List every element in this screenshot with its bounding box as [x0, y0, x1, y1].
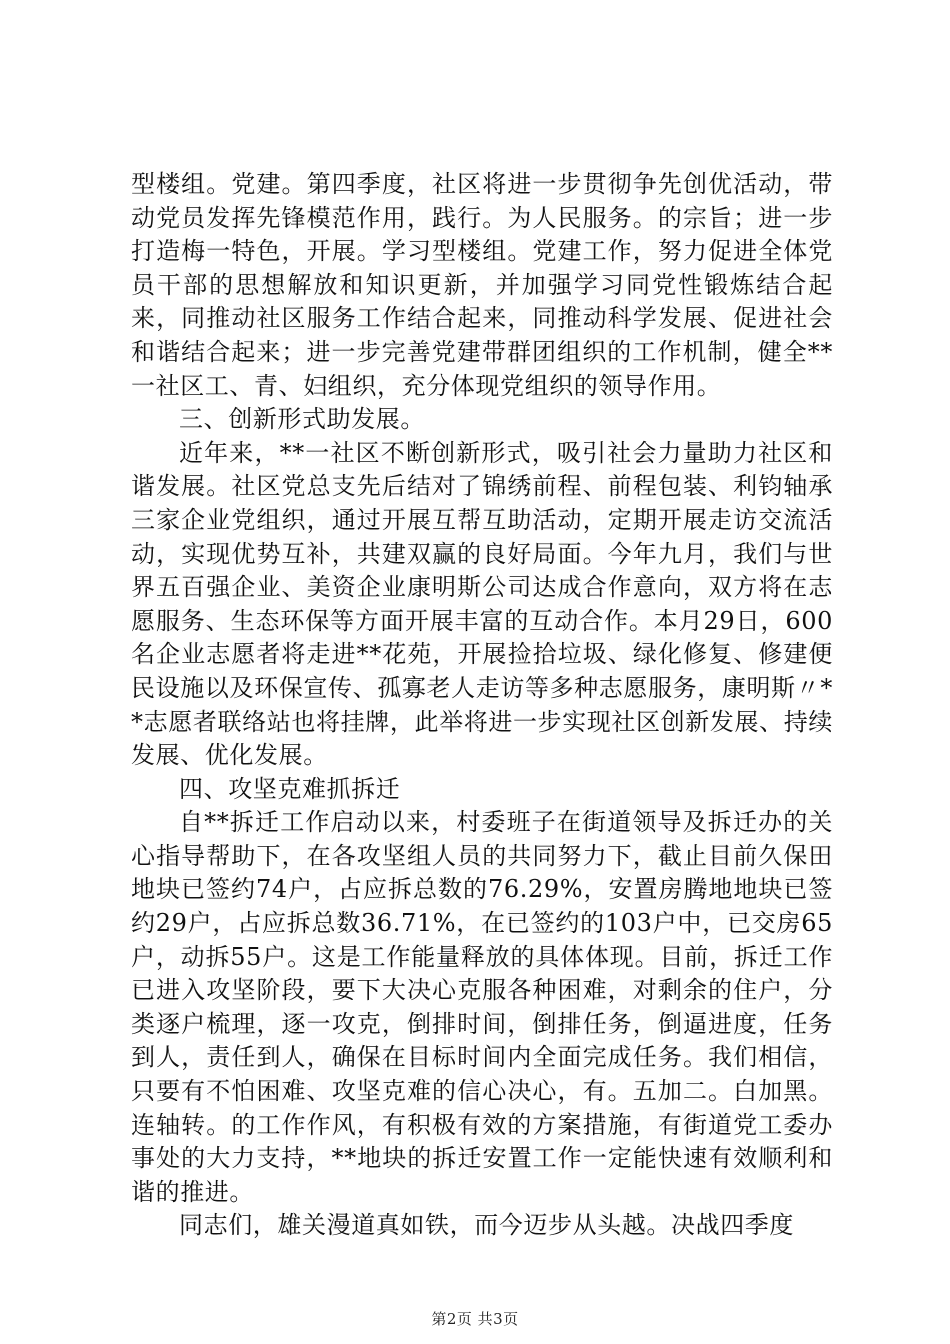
section-heading-innovation: 三、创新形式助发展。 — [179, 405, 425, 434]
paragraph-closing: 同志们，雄关漫道真如铁，而今迈步从头越。决战四季度 — [179, 1211, 794, 1240]
document-body — [131, 168, 833, 1243]
page-footer: 第2页 共3页 — [431, 1310, 519, 1328]
paragraph-party-building: 型楼组。党建。第四季度，社区将进一步贯彻争先创优活动，带动党员发挥先锋模范作用，践行。为人民服务。的宗旨；进一步打造梅一特色，开展。学习型楼组。党建工作，努力促进全体党员干部的思想解放和知识更新，并加强学习同党性锻炼结合起来，同推动社区服务工作结合起来，同推动科学发展、促进社会和谐结合起来；进一步完善党建带群团组织的工作机制，健全**一社区工、青、妇组织，充分体现党组织的领导作用。 — [131, 170, 833, 400]
paragraph-demolition: 自**拆迁工作启动以来，村委班子在街道领导及拆迁办的关心指导帮助下，在各攻坚组人员的共同努力下，截止目前久保田地块已签约74户，占应拆总数的76.29%，安置房腾地地块已签约29户，占应拆总数36.71%，在已签约的103户中，已交房65户，动拆55户。这是工作能量释放的具体体现。目前，拆迁工作已进入攻坚阶段，要下大决心克服各种困难，对剩余的住户，分类逐户梳理，逐一攻克，倒排时间，倒排任务，倒逼进度，任务到人，责任到人，确保在目标时间内全面完成任务。我们相信，只要有不怕困难、攻坚克难的信心决心，有。五加二。白加黑。连轴转。的工作作风，有积极有效的方案措施，有街道党工委办事处的大力支持，**地块的拆迁安置工作一定能快速有效顺利和谐的推进。 — [131, 808, 833, 1206]
paragraph-innovation: 近年来，**一社区不断创新形式，吸引社会力量助力社区和谐发展。社区党总支先后结对了锦绣前程、前程包装、利钧轴承三家企业党组织，通过开展互帮互助活动，定期开展走访交流活动，实现优势互补，共建双赢的良好局面。今年九月，我们与世界五百强企业、美资企业康明斯公司达成合作意向，双方将在志愿服务、生态环保等方面开展丰富的互动合作。本月29日，600名企业志愿者将走进**花苑，开展捡拾垃圾、绿化修复、修建便民设施以及环保宣传、孤寡老人走访等多种志愿服务，康明斯〃**志愿者联络站也将挂牌，此举将进一步实现社区创新发展、持续发展、优化发展。 — [131, 438, 833, 770]
section-heading-demolition: 四、攻坚克难抓拆迁 — [179, 774, 401, 803]
